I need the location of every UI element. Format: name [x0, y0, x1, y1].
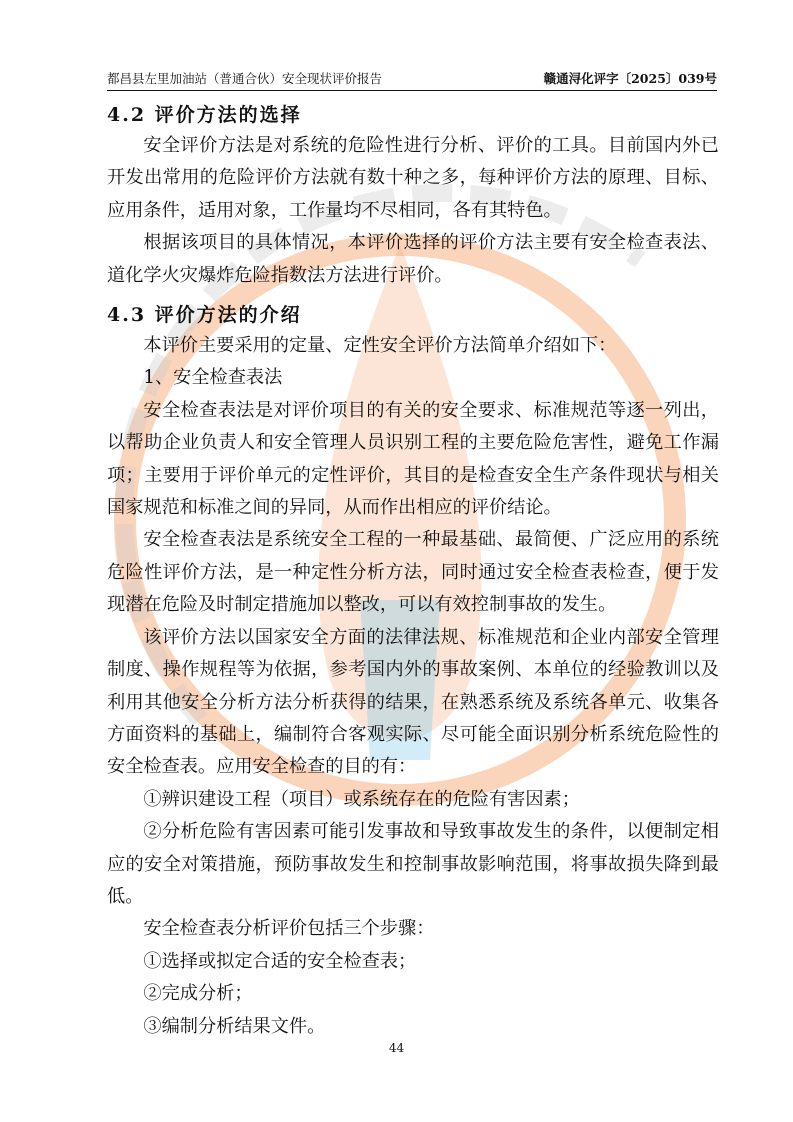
- paragraph: 安全评价方法是对系统的危险性进行分析、评价的工具。目前国内外已开发出常用的危险评价方法就有数十种之多，每种评价方法的原理、目标、应用条件，适用对象，工作量均不尽相同，各有其特色。: [107, 135, 719, 221]
- list-item: ②分析危险有害因素可能引发事故和导致事故发生的条件，以便制定相应的安全对策措施，预防事故发生和控制事故影响范围，将事故损失降到最低。: [107, 821, 719, 907]
- report-number: 赣通浔化评字〔2025〕039号: [543, 71, 717, 86]
- page-body: [107, 100, 719, 1043]
- list-item: ①选择或拟定合适的安全检查表；: [143, 950, 417, 972]
- paragraph: 本评价主要采用的定量、定性安全评价方法简单介绍如下：: [143, 335, 617, 357]
- list-item: ①辨识建设工程（项目）或系统存在的危险有害因素；: [143, 788, 580, 810]
- report-title: 都昌县左里加油站（普通合伙）安全现状评价报告: [107, 71, 383, 86]
- subheading: 1、安全检查表法: [143, 367, 283, 389]
- page-number: 44: [388, 1041, 405, 1055]
- page-header: [107, 66, 717, 91]
- paragraph: 安全检查表分析评价包括三个步骤：: [143, 918, 435, 940]
- paragraph: 该评价方法以国家安全方面的法律法规、标准规范和企业内部安全管理制度、操作规程等为依据，参考国内外的事故案例、本单位的经验教训以及利用其他安全分析方法分析获得的结果，在熟悉系统及系统各单元、收集各方面资料的基础上，编制符合客观实际、尽可能全面识别分析系统危险性的安全检查表。应用安全检查的目的有：: [107, 626, 719, 778]
- section-heading: 4.2 评价方法的选择: [107, 104, 302, 126]
- paragraph: 根据该项目的具体情况，本评价选择的评价方法主要有安全检查表法、道化学火灾爆炸危险指数法方法进行评价。: [107, 232, 719, 286]
- list-item: ②完成分析；: [143, 983, 253, 1005]
- paragraph: 安全检查表法是系统安全工程的一种最基础、最简便、广泛应用的系统危险性评价方法，是一种定性分析方法，同时通过安全检查表检查，便于发现潜在危险及时制定措施加以整改，可以有效控制事故的发生。: [107, 529, 719, 616]
- paragraph: 安全检查表法是对评价项目的有关的安全要求、标准规范等逐一列出，以帮助企业负责人和安全管理人员识别工程的主要危险危害性，避免工作漏项；主要用于评价单元的定性评价，其目的是检查安全生产条件现状与相关国家规范和标准之间的异同，从而作出相应的评价结论。: [107, 399, 719, 519]
- list-item: ③编制分析结果文件。: [143, 1015, 326, 1037]
- section-heading: 4.3 评价方法的介绍: [107, 304, 302, 327]
